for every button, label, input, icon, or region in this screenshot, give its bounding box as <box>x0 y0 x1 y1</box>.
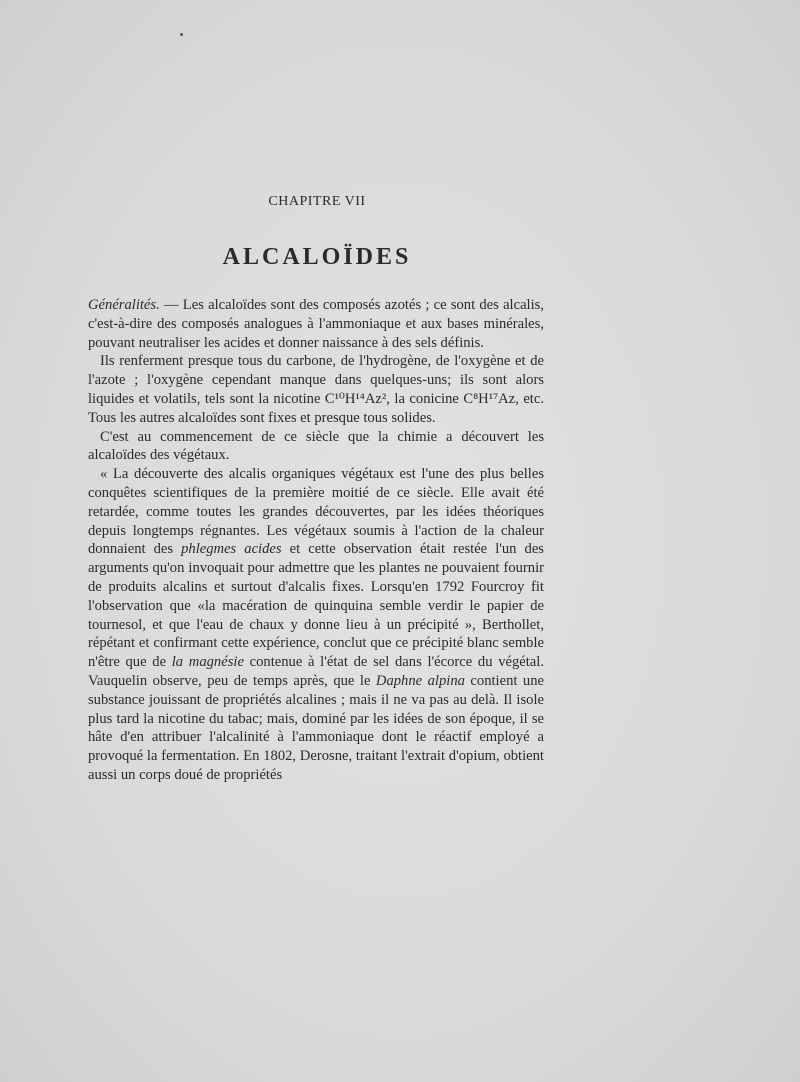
paragraph-quotation <box>88 465 544 785</box>
body-text <box>88 296 544 785</box>
paragraph-composition: Ils renferment presque tous du carbone, de l'hydrogène, de l'oxygène et de l'azote ; l'oxygène cependant manque dans quelques-uns; ils sont alors liquides et volatils, tels sont la nicotine C¹⁰H¹⁴Az², la conicine C⁸H¹⁷Az, etc. Tous les autres alcaloïdes sont fixes et presque tous solides. <box>88 353 544 426</box>
paragraph-discovery: C'est au commencement de ce siècle que la chimie a découvert les alcaloïdes des végétaux. <box>88 428 544 464</box>
quote-italic: phlegmes acides <box>181 541 282 558</box>
quote-italic: Daphne alpina <box>375 672 465 689</box>
quote-text: contient une substance jouissant de propriétés alcalines ; mais il ne va pas au delà. Il isole plus tard la nicotine du tabac; mais, dominé par les idées de son époque, il se hâte d'en attribuer l'alcalinité à l'ammoniaque dont le réactif employé a provoqué la fermentation. En 1802, Derosne, traitant l'extrait d'opium, obtient aussi un corps doué de propriétés <box>88 672 544 783</box>
quote-italic: la magnésie <box>171 654 244 671</box>
quote-text: contenue à l'état de sel dans l'écorce du végétal. Vauquelin observe, peu de temps après, que le <box>88 654 544 689</box>
ink-speck <box>180 33 183 36</box>
chapter-title: ALCALOÏDES <box>222 244 412 270</box>
chapter-heading: CHAPITRE VII <box>268 194 366 209</box>
paragraph-text: — Les alcaloïdes sont des composés azotés ; ce sont des alcalis, c'est-à-dire des composés analogues à l'ammoniaque et aux bases minérales, pouvant neutraliser les acides et donner naissance à des sels définis. <box>88 297 544 351</box>
paragraph-lead: Généralités. <box>88 297 160 313</box>
quote-text: et cette observation était restée l'un des arguments qu'on invoquait pour admettre que les plantes ne pouvaient fournir de produits alcalins et surtout d'alcalis fixes. Lorsqu'en 1792 Fourcroy fit l'observation que «la macération de quinquina semble verdir le papier de tournesol, et que l'eau de chaux y donne lieu à un précipité », Berthollet, répétant et confirmant cette expérience, conclut que ce précipité blanc semble n'être que de <box>88 541 544 671</box>
quote-text: « La découverte des alcalis organiques végétaux est l'une des plus belles conquêtes scientifiques de la première moitié de ce siècle. Elle avait été retardée, comme toutes les grandes découvertes, par les idées théoriques depuis longtemps régnantes. Les végétaux soumis à l'action de la chaleur donnaient des <box>88 466 544 558</box>
paragraph-generalites <box>88 296 544 352</box>
